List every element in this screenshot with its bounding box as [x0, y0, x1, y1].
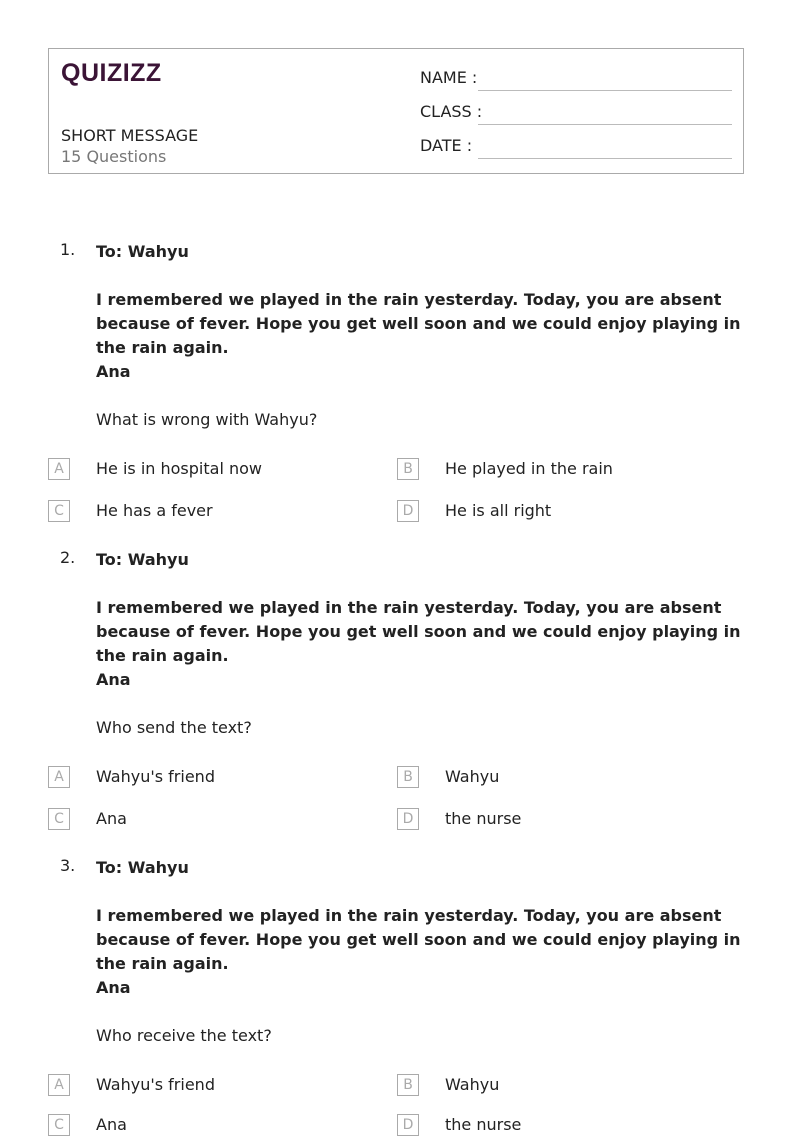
message-sender: Ana: [96, 978, 131, 997]
option-d-text: the nurse: [445, 1115, 522, 1134]
message-body: I remembered we played in the rain yesterday. Today, you are absent because of fever. Hope you get well soon and we could enjoy playing in the rain again.: [96, 290, 741, 357]
option-d-box[interactable]: D: [397, 1114, 419, 1136]
message-to: To: Wahyu: [96, 242, 189, 261]
option-a-text: He is in hospital now: [96, 459, 262, 478]
option-a-text: Wahyu's friend: [96, 1075, 215, 1094]
name-line: [478, 90, 732, 91]
message-to: To: Wahyu: [96, 550, 189, 569]
option-c-text: Ana: [96, 1115, 127, 1134]
name-label: NAME :: [420, 68, 478, 87]
option-a-text: Wahyu's friend: [96, 767, 215, 786]
message-sender: Ana: [96, 670, 131, 689]
option-d-box[interactable]: D: [397, 808, 419, 830]
worksheet-header: [48, 48, 744, 174]
question-number: 2.: [60, 548, 76, 567]
option-b-box[interactable]: B: [397, 458, 419, 480]
message-sender: Ana: [96, 362, 131, 381]
option-a-box[interactable]: A: [48, 458, 70, 480]
question-count: 15 Questions: [61, 147, 167, 166]
class-line: [478, 124, 732, 125]
option-b-text: He played in the rain: [445, 459, 613, 478]
date-label: DATE :: [420, 136, 473, 155]
question-number: 3.: [60, 856, 76, 875]
option-b-text: Wahyu: [445, 767, 500, 786]
option-a-box[interactable]: A: [48, 1074, 70, 1096]
option-b-box[interactable]: B: [397, 766, 419, 788]
date-line: [478, 158, 732, 159]
option-c-box[interactable]: C: [48, 500, 70, 522]
message-to: To: Wahyu: [96, 858, 189, 877]
option-c-box[interactable]: C: [48, 808, 70, 830]
message-body: I remembered we played in the rain yesterday. Today, you are absent because of fever. Hope you get well soon and we could enjoy playing in the rain again.: [96, 598, 741, 665]
option-c-text: He has a fever: [96, 501, 213, 520]
question-number: 1.: [60, 240, 76, 259]
worksheet-title: SHORT MESSAGE: [61, 126, 199, 145]
option-c-text: Ana: [96, 809, 127, 828]
question-prompt: Who send the text?: [96, 718, 252, 737]
option-b-text: Wahyu: [445, 1075, 500, 1094]
option-c-box[interactable]: C: [48, 1114, 70, 1136]
option-b-box[interactable]: B: [397, 1074, 419, 1096]
class-label: CLASS :: [420, 102, 483, 121]
option-a-box[interactable]: A: [48, 766, 70, 788]
option-d-text: He is all right: [445, 501, 552, 520]
question-prompt: What is wrong with Wahyu?: [96, 410, 318, 429]
option-d-box[interactable]: D: [397, 500, 419, 522]
message-body: I remembered we played in the rain yesterday. Today, you are absent because of fever. Hope you get well soon and we could enjoy playing in the rain again.: [96, 906, 741, 973]
option-d-text: the nurse: [445, 809, 522, 828]
question-prompt: Who receive the text?: [96, 1026, 272, 1045]
quizizz-logo: QUIZIZZ: [61, 59, 162, 87]
